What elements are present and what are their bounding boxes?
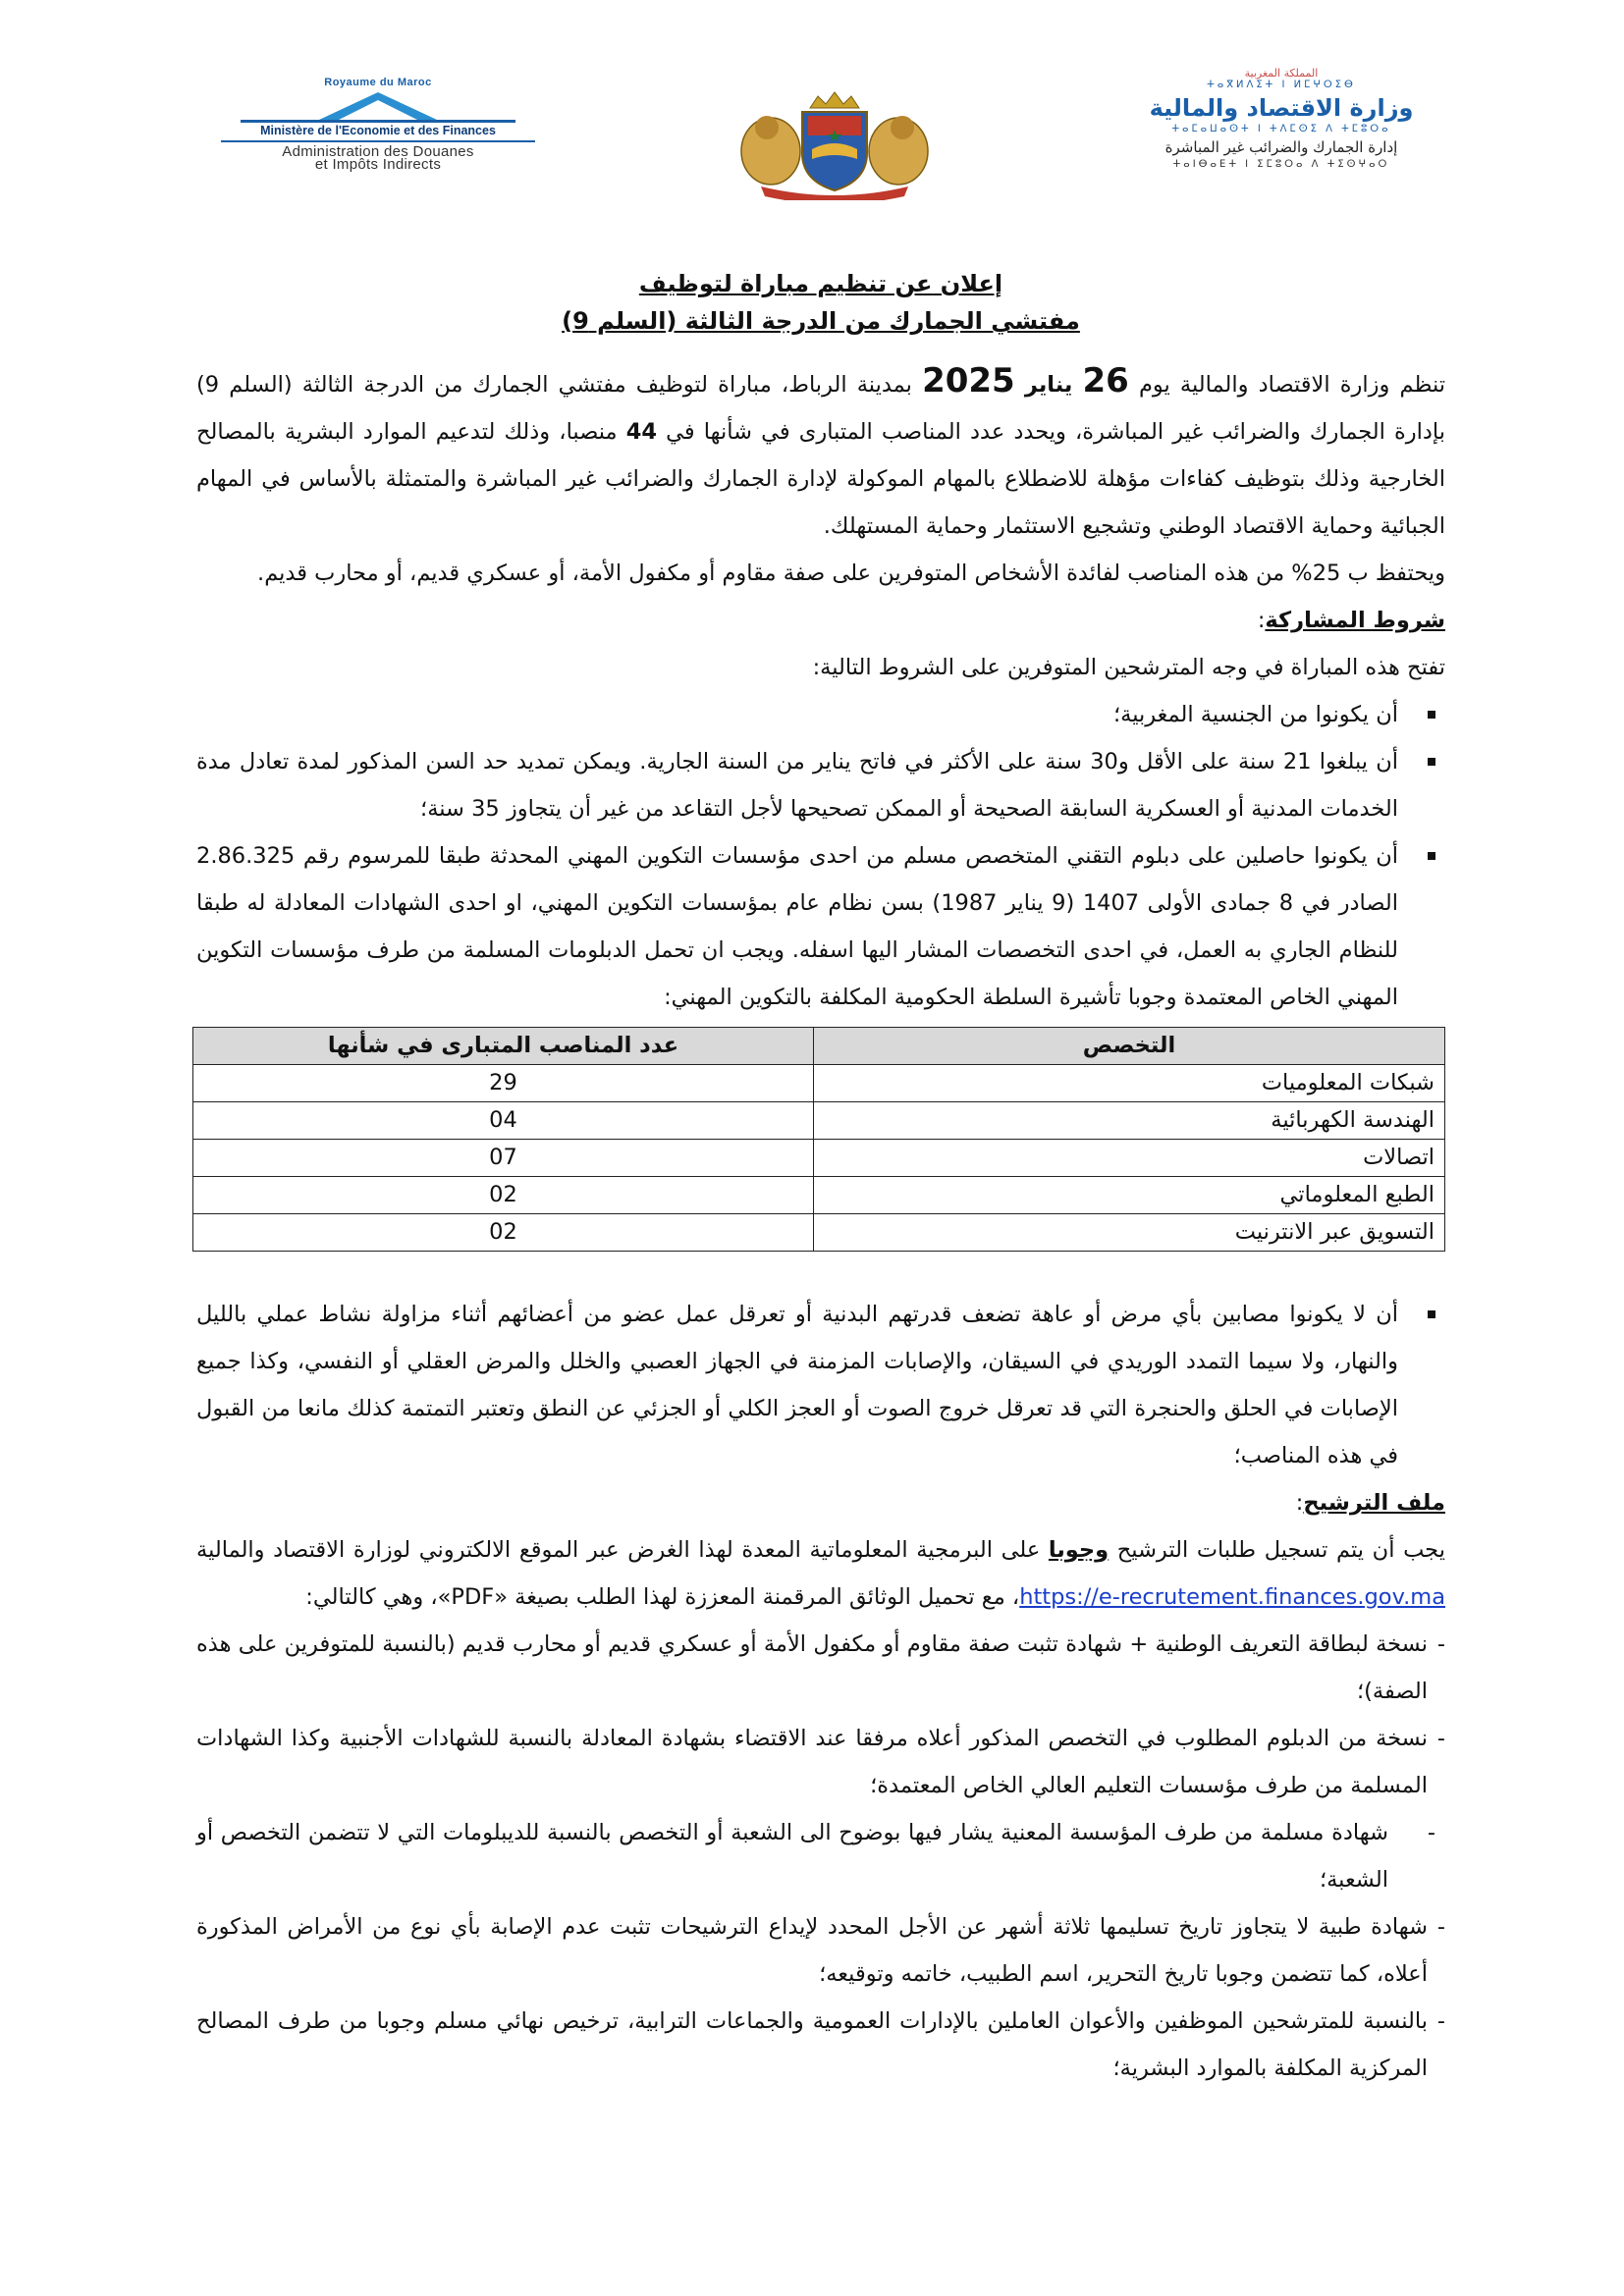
list-item: أن لا يكونوا مصابين بأي مرض أو عاهة تضعف قدرتهم البدنية أو تعرقل عمل عضو من أعضائهم أثناء مزاولة نشاط عملي بالليل والنهار، ولا سيما التمدد الوريدي في السيقان، والإصابات المزمنة في الجهاز العصبي والخلل والمرض العقلي أو النفسي، وكذا جميع الإصابات في الحلق والحنجرة التي قد تعرقل خروج الصوت أو العجز الكلي أو الجزئي عن النطق وتعتبر التمتمة كذلك مانعا من القبول في هذه المناصب؛ (196, 1291, 1445, 1479)
kingdom-label-tifinagh: ⵜⴰⴳⵍⴷⵉⵜ ⵏ ⵍⵎⵖⵔⵉⴱ (1207, 80, 1356, 90)
file-heading (196, 1479, 1445, 1526)
specialties-table (192, 1027, 1445, 1252)
column-header-specialty: التخصص (814, 1028, 1445, 1065)
announcement-body (196, 265, 1445, 2092)
kingdom-label: Royaume du Maroc (324, 77, 432, 88)
specialty-name: الهندسة الكهربائية (814, 1102, 1445, 1140)
announcement-title (196, 265, 1445, 340)
exam-day: 26 (1082, 361, 1129, 400)
intro-paragraph (196, 357, 1445, 550)
mandatory-word: وجوبا (1048, 1537, 1110, 1563)
table-row (193, 1177, 1445, 1214)
list-item: - بالنسبة للمترشحين الموظفين والأعوان العاملين بالإدارات العمومية والجماعات الترابية، ترخيص نهائي مسلم وجوبا من طرف المصالح المركزية المكلفة بالموارد البشرية؛ (196, 1998, 1445, 2092)
list-item: - شهادة طبية لا يتجاوز تاريخ تسليمها ثلاثة أشهر عن الأجل المحدد لإيداع الترشيحات تثبت عدم الإصابة بأي نوع من الأمراض المذكورة أعلاه، كما تتضمن وجوبا تاريخ التحرير، اسم الطبيب، خاتمه وتوقيعه؛ (196, 1903, 1445, 1998)
specialty-posts: 04 (193, 1102, 814, 1140)
conditions-heading-colon: : (1257, 608, 1266, 633)
documents-list (196, 1621, 1445, 2092)
specialty-name: التسويق عبر الانترنيت (814, 1214, 1445, 1252)
list-item: أن يكونوا حاصلين على دبلوم التقني المتخصص مسلم من احدى مؤسسات التكوين المهني المحدثة طبقا للمرسوم رقم 2.86.325 الصادر في 8 جمادى الأولى 1407 (9 يناير 1987) بسن نظام عام بمؤسسات التكوين المهني، او احدى الشهادات المعادلة له طبقا للنظام الجاري به العمل، في احدى التخصصات المشار اليها اسفله. ويجب ان تحمل الدبلومات المسلمة من طرف مؤسسات التكوين المهني الخاص المعتمدة وجوبا تأشيرة السلطة الحكومية المكلفة بالتكوين المهني: (196, 832, 1445, 1021)
table-row (193, 1140, 1445, 1177)
table-row (193, 1102, 1445, 1140)
intro-text-b: بمدينة الرباط، مباراة لتوظيف مفتشي الجمارك من الدرجة الثالثة (السلم 9) بإدارة الجمارك والضرائب غير المباشرة، ويحدد عدد المناصب المتبارى في شأنها في (196, 372, 1446, 445)
administration-name-tifinagh: ⵜⴰⵏⴱⴰⴹⵜ ⵏ ⵉⵎⵓⵔⴰ ⴷ ⵜⵉⵙⵖⴰⵔ (1172, 159, 1390, 170)
administration-name-ar: إدارة الجمارك والضرائب غير المباشرة (1164, 138, 1398, 156)
specialty-posts: 02 (193, 1177, 814, 1214)
conditions-list-continued (196, 1291, 1445, 1479)
exam-month: يناير (1024, 372, 1073, 398)
divider (221, 140, 535, 142)
list-item: - شهادة مسلمة من طرف المؤسسة المعنية يشار فيها بوضوح الى الشعبة أو التخصص بالنسبة للديبلومات التي لا تتضمن التخصص أو الشعبة؛ (196, 1809, 1445, 1903)
specialty-posts: 07 (193, 1140, 814, 1177)
file-paragraph (196, 1526, 1445, 1621)
posts-count: 44 (625, 419, 658, 445)
specialty-name: شبكات المعلوميات (814, 1065, 1445, 1102)
file-heading-text: ملف الترشيح (1303, 1490, 1445, 1516)
list-item: - نسخة من الدبلوم المطلوب في التخصص المذكور أعلاه مرفقا عند الاقتضاء بشهادة المعادلة بالنسبة للشهادات الأجنبية وكذا الشهادات المسلمة من طرف مؤسسات التعليم العالي الخاص المعتمدة؛ (196, 1715, 1445, 1809)
ministry-logo-left (211, 77, 545, 194)
intro-text-a: تنظم وزارة الاقتصاد والمالية يوم (1138, 372, 1446, 398)
file-heading-colon: : (1295, 1490, 1304, 1516)
title-line-1: إعلان عن تنظيم مباراة لتوظيف (638, 270, 1003, 297)
kingdom-label-ar: المملكة المغربية (1244, 67, 1319, 80)
intro-text-c: منصبا، وذلك لتدعيم الموارد البشرية بالمصالح الخارجية وذلك بتوظيف كفاءات مؤهلة للاضطلاع بالمهام الموكولة لإدارة الجمارك والضرائب غير المباشرة والمتمثلة بالأساس في المهام الجبائية وحماية الاقتصاد الوطني وتشجيع الاستثمار وحماية المستهلك. (196, 419, 1445, 539)
roof-icon (231, 90, 525, 124)
conditions-lead: تفتح هذه المباراة في وجه المترشحين المتوفرين على الشروط التالية: (812, 655, 1445, 680)
conditions-heading-text: شروط المشاركة (1265, 608, 1445, 633)
admin-line-2: et Impôts Indirects (314, 156, 442, 173)
table-row (193, 1065, 1445, 1102)
specialty-name: اتصالات (814, 1140, 1445, 1177)
ministry-name-tifinagh: ⵜⴰⵎⴰⵡⴰⵙⵜ ⵏ ⵜⴷⵎⵙⵉ ⴷ ⵜⵎⵓⵔⴰ (1171, 124, 1391, 134)
table-header-row (193, 1028, 1445, 1065)
ministry-name-ar: وزارة الاقتصاد والمالية (1149, 94, 1414, 122)
specialty-posts: 02 (193, 1214, 814, 1252)
ministry-logo-right (1075, 67, 1488, 214)
admin-line-1: Administration des Douanes (282, 143, 474, 160)
specialty-name: الطبع المعلوماتي (814, 1177, 1445, 1214)
conditions-heading (196, 597, 1445, 644)
reserved-quota-paragraph: ويحتفظ ب 25% من هذه المناصب لفائدة الأشخاص المتوفرين على صفة مقاوم أو مكفول الأمة، أو عسكري قديم، أو محارب قديم. (257, 561, 1445, 586)
file-text-b: على البرمجية المعلوماتية المعدة لهذا الغرض عبر الموقع الالكتروني لوزارة الاقتصاد والمالية (196, 1537, 1041, 1563)
list-item: أن يبلغوا 21 سنة على الأقل و30 سنة على الأكثر في فاتح يناير من السنة الجارية. ويمكن تمديد حد السن المذكور لمدة تعادل مدة الخدمات المدنية أو العسكرية السابقة الصحيحة أو الممكن تصحيحها لأجل التقاعد من غير أن يتجاوز 35 سنة؛ (196, 738, 1445, 832)
title-line-2: مفتشي الجمارك من الدرجة الثالثة (السلم 9) (562, 307, 1080, 335)
exam-year: 2025 (922, 361, 1015, 400)
file-text-a: يجب أن يتم تسجيل طلبات الترشيح (1116, 1537, 1445, 1563)
list-item: - نسخة لبطاقة التعريف الوطنية + شهادة تثبت صفة مقاوم أو مكفول الأمة أو عسكري قديم أو محارب قديم (بالنسبة للمتوفرين على هذه الصفة)؛ (196, 1621, 1445, 1715)
table-row (193, 1214, 1445, 1252)
file-text-c: ، مع تحميل الوثائق المرقمنة المعززة لهذا الطلب بصيغة «PDF»، وهي كالتالي: (305, 1584, 1020, 1610)
conditions-list (196, 691, 1445, 1021)
recruitment-site-link[interactable]: https://e-recrutement.finances.gov.ma (1019, 1584, 1445, 1610)
ministry-name-fr: Ministère de l'Economie et des Finances (260, 124, 496, 137)
letterhead (0, 0, 1624, 226)
specialty-posts: 29 (193, 1065, 814, 1102)
column-header-posts: عدد المناصب المتبارى في شأنها (193, 1028, 814, 1065)
list-item: أن يكونوا من الجنسية المغربية؛ (196, 691, 1445, 738)
coat-of-arms-icon (731, 90, 938, 200)
